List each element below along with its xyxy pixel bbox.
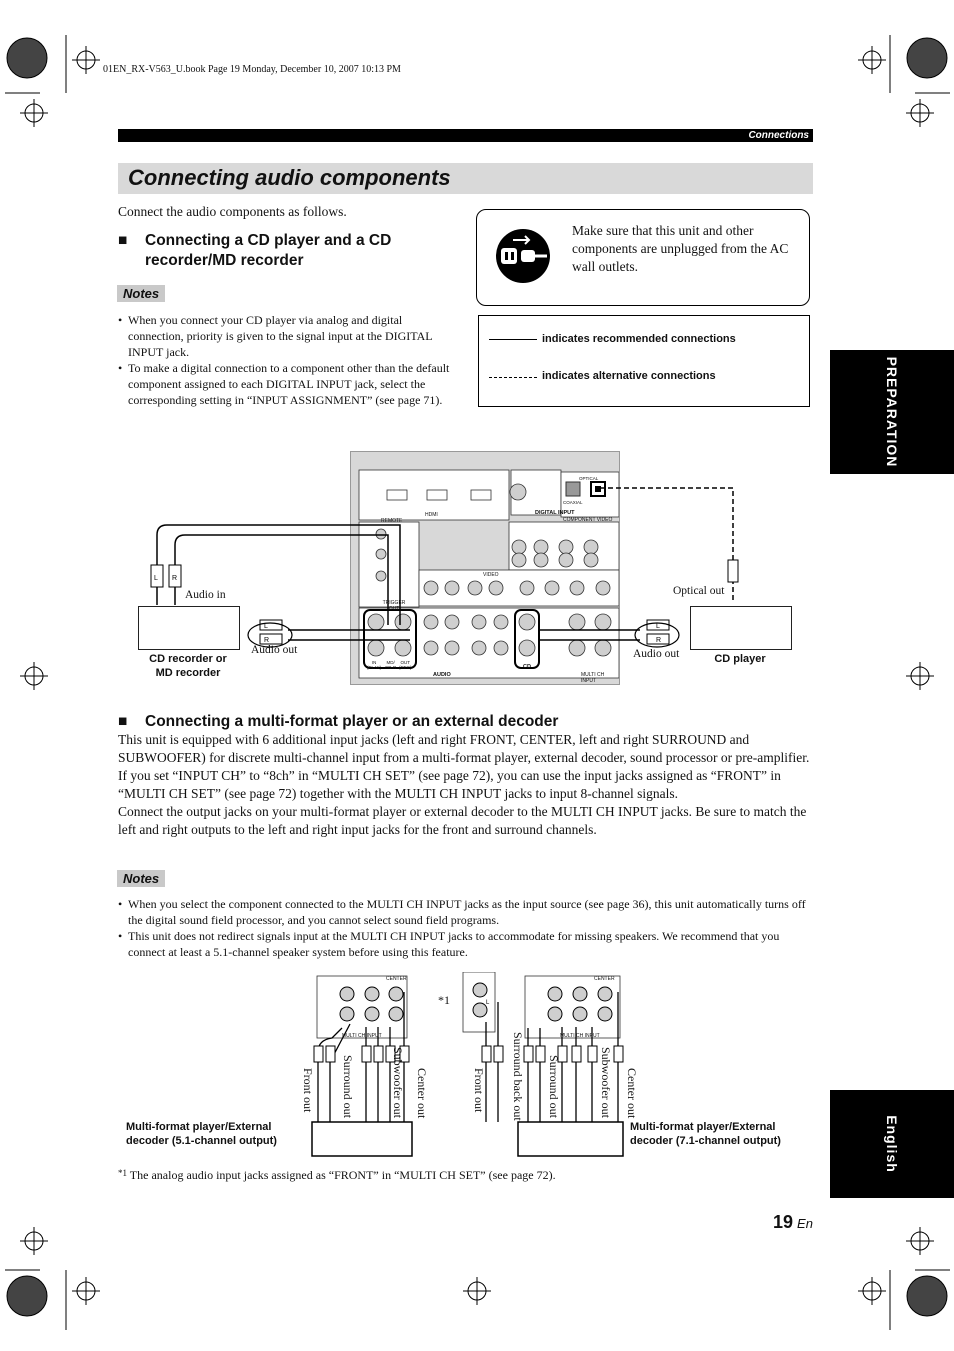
tab-preparation-label: PREPARATION [884, 356, 900, 468]
decoder-71-label: Multi-format player/External decoder (7.1-channel output) [630, 1121, 781, 1147]
hdmi-label: HDMI [425, 512, 438, 518]
audio-label: AUDIO [433, 672, 451, 678]
svg-text:R: R [172, 575, 178, 582]
legend-recommended: indicates recommended connections [542, 333, 736, 345]
cd-player-label: CD player [714, 653, 766, 665]
subwoofer-out-label-right: Subwoofer out [599, 1047, 613, 1118]
center-out-label-left: Center out [415, 1068, 429, 1119]
component-video-label: COMPONENT VIDEO [563, 517, 613, 523]
footnote-mark: *1 [118, 1168, 127, 1178]
multi-body [118, 731, 813, 839]
footnote [118, 1168, 556, 1183]
audio-out-right-label: Audio out [633, 648, 680, 660]
svg-text:L: L [154, 575, 158, 582]
page-title: Connecting audio components [128, 165, 451, 190]
section-bar [118, 129, 813, 142]
multi-ch-input-right: MULTI CH INPUT [560, 1033, 600, 1039]
cd-recorder-device [138, 606, 240, 650]
tab-preparation [830, 350, 954, 474]
audio-out-left-label: Audio out [251, 644, 298, 656]
warning-text: Make sure that this unit and other components are unplugged from the AC wall outlets. [572, 223, 789, 274]
note-item: • To make a digital connection to a component other than the default component assigned to each DIGITAL INPUT jack, select the corresponding setting in “INPUT ASSIGNMENT” (see page 71). [118, 360, 456, 408]
footnote-marker-diagram: *1 [438, 993, 450, 1007]
tab-english-label: English [884, 1115, 900, 1173]
surround-out-label-right: Surround out [547, 1055, 561, 1118]
cd-player-device [690, 606, 792, 650]
cd-heading-text: Connecting a CD player and a CD recorder/MD recorder [145, 232, 392, 269]
surround-back-out-label: Surround back out [511, 1032, 525, 1121]
book-header-line: 01EN_RX-V563_U.book Page 19 Monday, December 10, 2007 10:13 PM [103, 64, 401, 75]
center-label-left: CENTER [386, 976, 407, 982]
footnote-text: The analog audio input jacks assigned as “FRONT” in “MULTI CH SET” (see page 72). [129, 1168, 556, 1182]
heading-marker: ■ [118, 713, 128, 730]
legend-alternative: indicates alternative connections [542, 370, 716, 382]
multi-paragraph: If you set “INPUT CH” to “8ch” in “MULTI CH SET” (see page 72), you can use the input jacks assigned as “FRONT” in “MULTI CH SET” (see page 72) together with the MULTI CH INPUT jacks to input 8-channel signals. [118, 768, 781, 801]
svg-text:R: R [264, 637, 270, 644]
subwoofer-out-label-left: Subwoofer out [391, 1047, 405, 1118]
cd-recorder-label: CD recorder or MD recorder [149, 653, 227, 679]
front-out-label-left: Front out [301, 1068, 315, 1113]
page-lang: En [797, 1216, 813, 1231]
page-number [773, 1212, 813, 1233]
trigger-out-label: TRIGGER OUT [382, 600, 406, 612]
svg-text:L: L [656, 623, 660, 630]
section-bar-label: Connections [748, 130, 809, 141]
remote-label: REMOTE [381, 518, 403, 524]
heading-marker: ■ [118, 232, 128, 249]
in-play-label: IN (PLAY) [367, 660, 382, 670]
page-number-value: 19 [773, 1212, 794, 1232]
decoder-51-label: Multi-format player/External decoder (5.1-channel output) [126, 1121, 277, 1147]
optical-label: OPTICAL [579, 476, 599, 481]
multi-paragraph: Connect the output jacks on your multi-format player or external decoder to the MULTI CH INPUT jacks. Be sure to match the left and right outputs to the left and right input jacks for the front and surround channels. [118, 804, 807, 837]
surround-out-label-left: Surround out [341, 1055, 355, 1118]
digital-input-label: DIGITAL INPUT [535, 510, 575, 516]
front-out-label-right: Front out [472, 1068, 486, 1113]
note-item: • This unit does not redirect signals input at the MULTI CH INPUT jacks to accommodate for missing speakers. We recommend that you connect at least a 5.1-channel speaker system before using this feature. [118, 928, 813, 960]
solid-line-sample [489, 339, 537, 340]
svg-text:R: R [656, 637, 662, 644]
video-label: VIDEO [483, 572, 499, 578]
notes-label-2: Notes [117, 870, 165, 887]
multi-heading-text: Connecting a multi-format player or an external decoder [145, 713, 559, 730]
svg-text:L: L [264, 623, 268, 630]
audio-in-label: Audio in [185, 589, 226, 601]
multi-paragraph: This unit is equipped with 6 additional input jacks (left and right FRONT, CENTER, left and right SURROUND and SUBWOOFER) for discrete multi-channel input from a multi-format player, external decoder, sound processor or pre-amplifier. [118, 732, 810, 765]
notes-label-1: Notes [117, 285, 165, 302]
cd-notes-list [118, 312, 456, 408]
multi-notes-list [118, 896, 813, 960]
intro-text: Connect the audio components as follows. [118, 204, 347, 219]
note-item: • When you connect your CD player via analog and digital connection, priority is given to the signal input at the DIGITAL INPUT jack. [118, 312, 456, 360]
unplug-warning-box [476, 209, 810, 306]
unplug-icon [495, 228, 551, 284]
dashed-line-sample [489, 377, 537, 378]
center-out-label-right: Center out [625, 1068, 639, 1119]
center-label-right: CENTER [594, 976, 615, 982]
multi-ch-input-label: MULTI CH INPUT [581, 672, 605, 684]
optical-out-label: Optical out [673, 585, 725, 597]
multi-ch-input-left: MULTI CH INPUT [342, 1033, 382, 1039]
tab-english [830, 1090, 954, 1198]
legend-box [478, 315, 810, 407]
md-cdr-label: MD/ CD-R [385, 660, 397, 670]
svg-text:L: L [486, 1000, 490, 1006]
title-box [118, 163, 813, 194]
coaxial-label: COAXIAL [563, 500, 583, 505]
note-item: • When you select the component connected to the MULTI CH INPUT jacks as the input source (see page 36), this unit automatically turns off the digital sound field processor, and you cannot select sound field programs. [118, 896, 813, 928]
cd-jack-label: CD [523, 664, 531, 670]
out-rec-label: OUT (REC) [399, 660, 412, 670]
